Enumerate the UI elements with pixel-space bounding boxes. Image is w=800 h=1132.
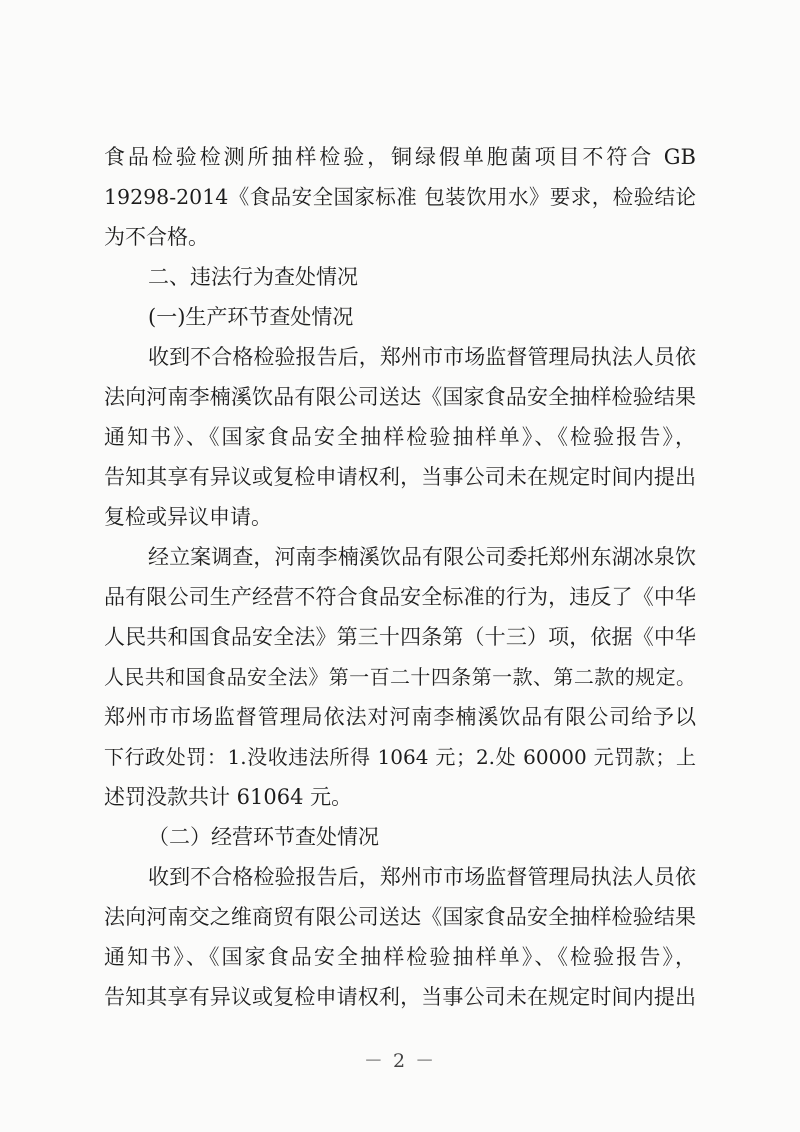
line-text: （二）经营环节查处情况 [148, 825, 379, 849]
section-heading [104, 297, 696, 337]
line-text: 食品检验检测所抽样检验，铜绿假单胞菌项目不符合 GB [104, 145, 696, 169]
document-body [104, 137, 696, 1017]
paragraph-line [104, 937, 696, 977]
line-text: 通知书》、《国家食品安全抽样检验抽样单》、《检验报告》， [104, 425, 696, 449]
paragraph-line [104, 577, 696, 617]
line-text: 告知其享有异议或复检申请权利，当事公司未在规定时间内提出 [104, 985, 696, 1009]
paragraph-line [104, 617, 696, 657]
line-text: 二、违法行为查处情况 [148, 265, 358, 289]
line-text: 下行政处罚：1.没收违法所得 1064 元；2.处 60000 元罚款；上 [104, 745, 696, 769]
line-text: 收到不合格检验报告后，郑州市市场监督管理局执法人员依 [148, 345, 696, 369]
line-text: (一)生产环节查处情况 [148, 305, 354, 329]
paragraph-line [104, 537, 696, 577]
line-text: 通知书》、《国家食品安全抽样检验抽样单》、《检验报告》， [104, 945, 696, 969]
paragraph-line [104, 177, 696, 217]
paragraph-line [104, 777, 696, 817]
line-text: 为不合格。 [104, 225, 209, 249]
line-text: 法向河南交之维商贸有限公司送达《国家食品安全抽样检验结果 [104, 905, 696, 929]
line-text: 郑州市市场监督管理局依法对河南李楠溪饮品有限公司给予以 [104, 705, 696, 729]
line-text: 复检或异议申请。 [104, 505, 272, 529]
page-number: － 2 － [363, 1050, 437, 1072]
line-text: 人民共和国食品安全法》第一百二十四条第一款、第二款的规定。 [104, 665, 696, 689]
paragraph-line [104, 657, 696, 697]
line-text: 述罚没款共计 61064 元。 [104, 785, 353, 809]
paragraph-line [104, 217, 696, 257]
line-text: 人民共和国食品安全法》第三十四条第（十三）项，依据《中华 [104, 625, 696, 649]
section-heading [104, 257, 696, 297]
paragraph-line [104, 457, 696, 497]
paragraph-line [104, 857, 696, 897]
line-text: 法向河南李楠溪饮品有限公司送达《国家食品安全抽样检验结果 [104, 385, 696, 409]
paragraph-line [104, 137, 696, 177]
line-text: 收到不合格检验报告后，郑州市市场监督管理局执法人员依 [148, 865, 696, 889]
section-heading [104, 817, 696, 857]
paragraph-line [104, 377, 696, 417]
line-text: 19298-2014《食品安全国家标准 包装饮用水》要求，检验结论 [104, 185, 696, 209]
line-text: 告知其享有异议或复检申请权利，当事公司未在规定时间内提出 [104, 465, 696, 489]
line-text: 经立案调查，河南李楠溪饮品有限公司委托郑州东湖冰泉饮 [148, 545, 696, 569]
paragraph-line [104, 697, 696, 737]
paragraph-line [104, 977, 696, 1017]
paragraph-line [104, 897, 696, 937]
paragraph-line [104, 737, 696, 777]
line-text: 品有限公司生产经营不符合食品安全标准的行为，违反了《中华 [104, 585, 696, 609]
paragraph-line [104, 337, 696, 377]
paragraph-line [104, 417, 696, 457]
paragraph-line [104, 497, 696, 537]
